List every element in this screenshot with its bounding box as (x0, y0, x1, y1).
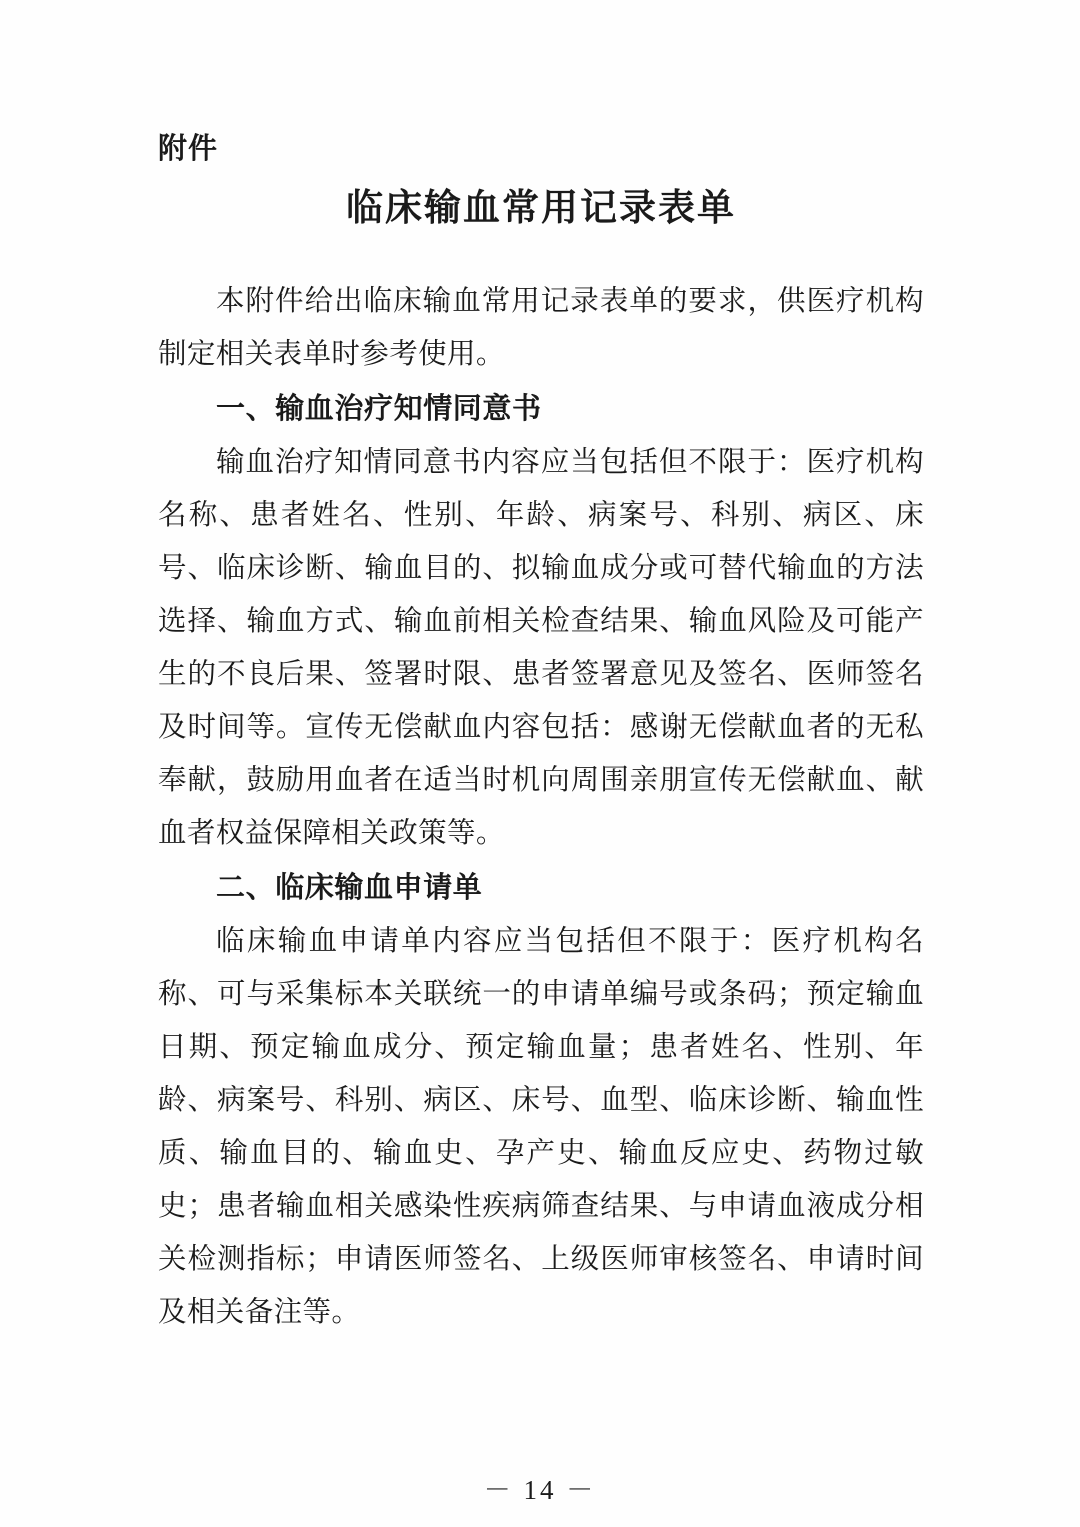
attachment-label: 附件 (158, 133, 219, 165)
section-heading-2: 二、临床输血申请单 (216, 871, 483, 904)
intro-paragraph: 本附件给出临床输血常用记录表单的要求，供医疗机构制定相关表单时参考使用。 (158, 285, 924, 370)
section-body-2: 临床输血申请单内容应当包括但不限于：医疗机构名称、可与采集标本关联统一的申请单编号或条码；预定输血日期、预定输血成分、预定输血量；患者姓名、性别、年龄、病案号、科别、病区、床号、血型、临床诊断、输血性质、输血目的、输血史、孕产史、输血反应史、药物过敏史；患者输血相关感染性疾病筛查结果、与申请血液成分相关检测指标；申请医师签名、上级医师审核签名、申请时间及相关备注等。 (158, 925, 924, 1328)
page-title: 临床输血常用记录表单 (346, 186, 736, 228)
page-number: － 14 － (483, 1475, 597, 1505)
section-body-1: 输血治疗知情同意书内容应当包括但不限于：医疗机构名称、患者姓名、性别、年龄、病案号、科别、病区、床号、临床诊断、输血目的、拟输血成分或可替代输血的方法选择、输血方式、输血前相关检查结果、输血风险及可能产生的不良后果、签署时限、患者签署意见及签名、医师签名及时间等。宣传无偿献血内容包括：感谢无偿献血者的无私奉献，鼓励用血者在适当时机向周围亲朋宣传无偿献血、献血者权益保障相关政策等。 (158, 446, 924, 849)
page-content (158, 132, 924, 1341)
section-heading-1: 一、输血治疗知情同意书 (216, 392, 542, 425)
